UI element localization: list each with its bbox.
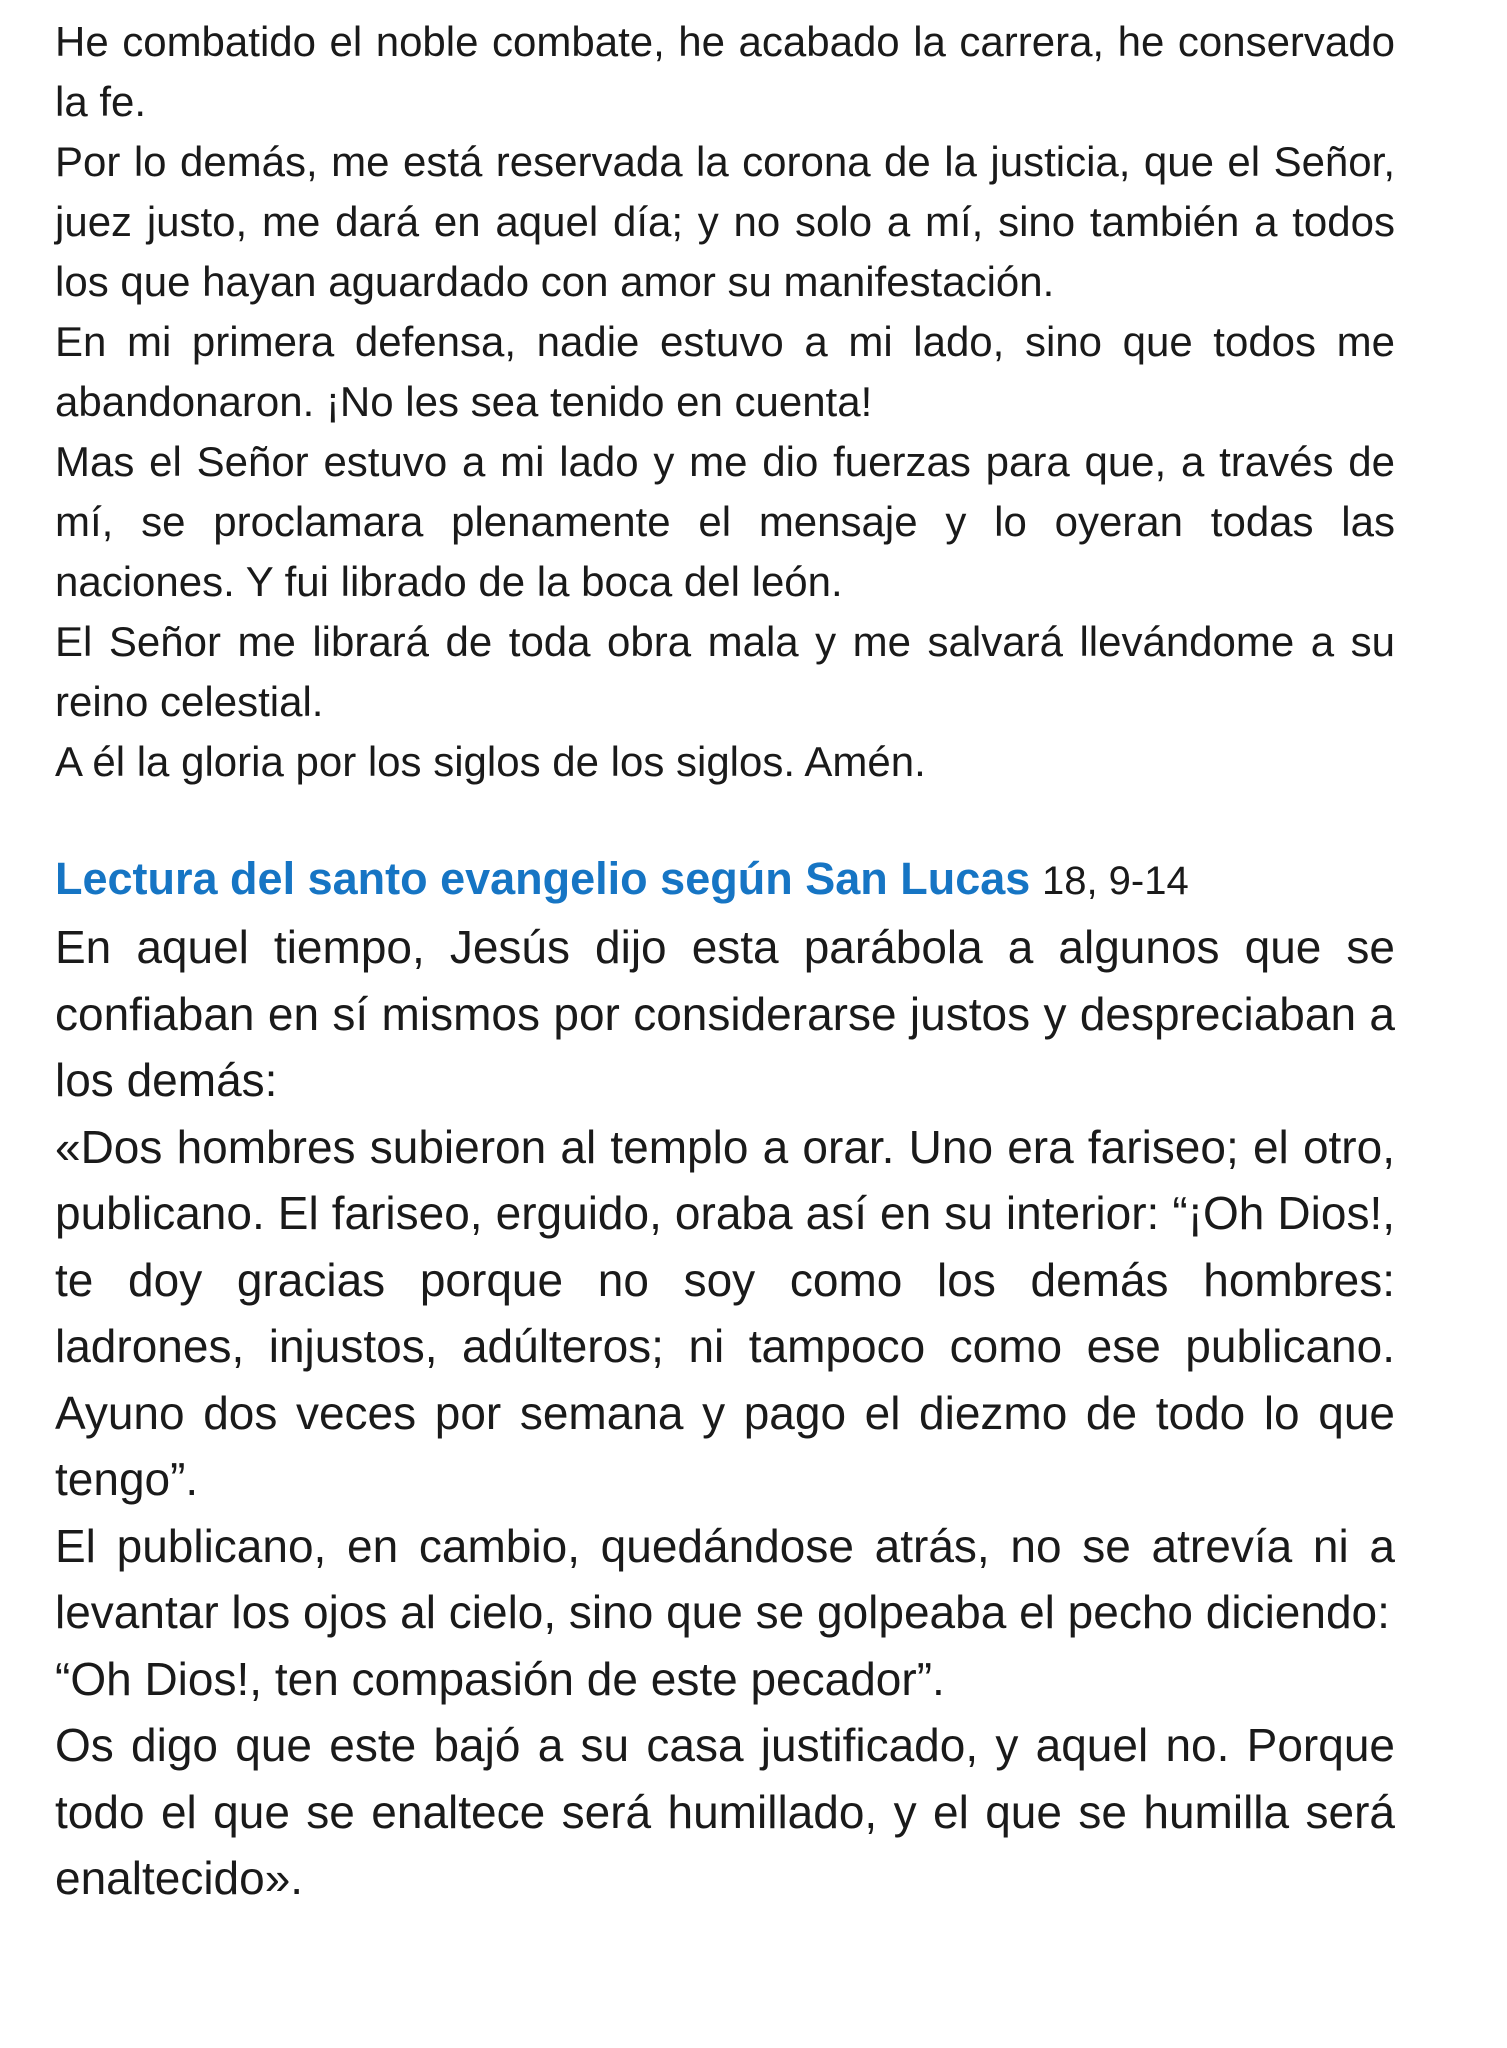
- paragraph: Mas el Señor estuvo a mi lado y me dio fuerzas para que, a través de mí, se proclamara plenamente el mensaje y lo oyeran todas las naciones. Y fui librado de la boca del león.: [55, 438, 1395, 605]
- gospel-heading: [55, 846, 1395, 914]
- document-page: [55, 12, 1395, 1912]
- gospel-title: Lectura del santo evangelio según San Lucas: [55, 853, 1031, 904]
- paragraph: Os digo que este bajó a su casa justificado, y aquel no. Porque todo el que se enaltece será humillado, y el que se humilla será enaltecido».: [55, 1719, 1395, 1904]
- paragraph: He combatido el noble combate, he acabado la carrera, he conservado la fe.: [55, 18, 1395, 125]
- paragraph: A él la gloria por los siglos de los siglos. Amén.: [55, 738, 926, 785]
- gospel-reference: 18, 9-14: [1041, 859, 1189, 903]
- paragraph: En aquel tiempo, Jesús dijo esta parábola a algunos que se confiaban en sí mismos por considerarse justos y despreciaban a los demás:: [55, 921, 1395, 1106]
- paragraph: En mi primera defensa, nadie estuvo a mi lado, sino que todos me abandonaron. ¡No les sea tenido en cuenta!: [55, 318, 1395, 425]
- paragraph: “Oh Dios!, ten compasión de este pecador”.: [55, 1652, 945, 1705]
- paragraph: «Dos hombres subieron al templo a orar. Uno era fariseo; el otro, publicano. El fariseo, erguido, oraba así en su interior: “¡Oh Dios!, te doy gracias porque no soy como los demás hombres: ladrones, injustos, adúlteros; ni tampoco como ese publicano. Ayuno dos veces por semana y pago el diezmo de todo lo que tengo”.: [55, 1120, 1395, 1505]
- paragraph: El publicano, en cambio, quedándose atrás, no se atrevía ni a levantar los ojos al cielo, sino que se golpeaba el pecho diciendo:: [55, 1519, 1395, 1638]
- gospel-reading: [55, 846, 1395, 1912]
- paragraph: El Señor me librará de toda obra mala y me salvará llevándome a su reino celestial.: [55, 618, 1395, 725]
- paragraph: Por lo demás, me está reservada la corona de la justicia, que el Señor, juez justo, me dará en aquel día; y no solo a mí, sino también a todos los que hayan aguardado con amor su manifestación.: [55, 138, 1395, 305]
- first-reading: [55, 12, 1395, 792]
